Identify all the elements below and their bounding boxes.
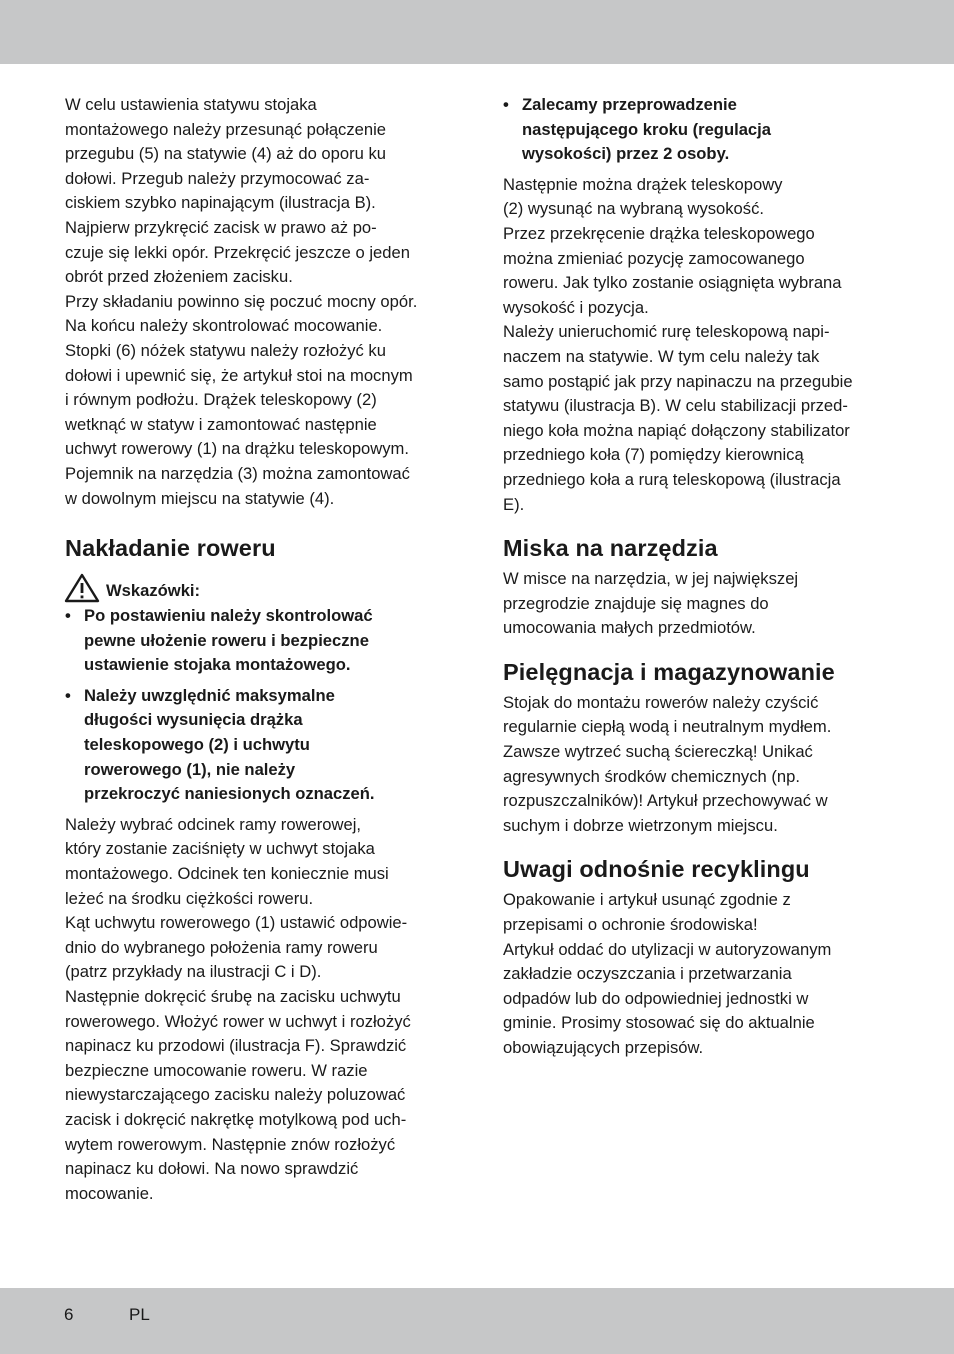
bullet-dot: • (503, 95, 509, 114)
care-paragraph: Stojak do montażu rowerów należy czyścić regularnie ciepłą wodą i neutralnym mydłem. Zawsze wytrzeć suchą ściereczką! Unikać agresywnych środków chemicznych (np. rozpuszczalników)! Artykuł przechowywać w suchym i dobrze wietrzonym miejscu. (503, 692, 832, 835)
bullet-text: Należy uwzględnić maksymalne długości wysunięcia drążka teleskopowego (2) i uchwytu rowerowego (1), nie należy przekroczyć naniesionych oznaczeń. (84, 685, 375, 804)
page-number: 6 (64, 1305, 74, 1324)
intro-paragraph: W celu ustawienia statywu stojaka montażowego należy przesunąć połączenie przegubu (5) na statywie (4) aż do oporu ku dołowi. Przegub należy przymocować za- ciskiem szybko napinającym (ilustracja B). Najpierw przykręcić zacisk w prawo aż po- czuje się lekki opór. Przekręcić jeszcze o jeden obrót przed złożeniem zacisku. Przy składaniu powinno się poczuć mocny opór. Na końcu należy skontrolować mocowanie. Stopki (6) nóżek statywu należy rozłożyć ku dołowi i upewnić się, że artykuł stoi na mocnym i równym podłożu. Drążek teleskopowy (2) wetknąć w statyw i zamontować następnie uchwyt rowerowy (1) na drążku teleskopowym. Pojemnik na narzędzia (3) można zamontować w dowolnym miejscu na statywie (4). (65, 95, 418, 508)
right-column (503, 93, 895, 1061)
recycling-paragraph: Opakowanie i artykuł usunąć zgodnie z przepisami o ochronie środowiska! Artykuł oddać do utylizacji w autoryzowanym zakładzie oczyszczania i przetwarzania odpadów lub do odpowiedniej jednostki w gminie. Prosimy stosować się do aktualnie obowiązujących przepisów. (503, 890, 832, 1057)
bullet-dot: • (65, 606, 71, 626)
list-item (65, 684, 457, 807)
bullet-dot: • (65, 685, 71, 705)
list-item (503, 93, 895, 167)
header-bar (0, 0, 954, 64)
bullet-text: Zalecamy przeprowadzenie następującego kroku (regulacja wysokości) przez 2 osoby. (522, 95, 771, 164)
heading-bike-mounting: Nakładanie roweru (65, 535, 276, 562)
warning-label: Wskazówki: (106, 580, 201, 600)
language-code: PL (129, 1305, 150, 1324)
warning-row (64, 573, 457, 603)
bullet-text: Po postawieniu należy skontrolować pewne ułożenie roweru i bezpieczne ustawienie stojaka montażowego. (84, 606, 373, 675)
heading-care-storage: Pielęgnacja i magazynowanie (503, 658, 835, 685)
height-adjust-paragraph: Następnie można drążek teleskopowy (2) wysunąć na wybraną wysokość. Przez przekręcenie drążka teleskopowego można zmieniać pozycję zamocowanego roweru. Jak tylko zostanie osiągnięta wybrana wysokość i pozycja. Należy unieruchomić rurę teleskopową napi- naczem na statywie. W tym celu należy tak samo postąpić jak przy napinaczu na przegubie statywu (ilustracja B). W celu stabilizacji przed- niego koła można napiąć dołączony stabilizator przedniego koła (7) pomiędzy kierownicą przedniego koła a rurą teleskopową (ilustracja E). (503, 174, 853, 514)
heading-tool-tray: Miska na narzędzia (503, 535, 718, 562)
warning-icon (64, 573, 100, 603)
mounting-paragraph: Należy wybrać odcinek ramy rowerowej, który zostanie zaciśnięty w uchwyt stojaka montażowego. Odcinek ten koniecznie musi leżeć na środku ciężkości roweru. Kąt uchwytu rowerowego (1) ustawić odpowie- dnio do wybranego położenia ramy roweru (patrz przykłady na ilustracji C i D). Następnie dokręcić śrubę na zacisku uchwytu rowerowego. Włożyć rower w uchwyt i rozłożyć napinacz ku przodowi (ilustracja F). Sprawdzić bezpieczne umocowanie roweru. W razie niewystarczającego zacisku należy poluzować zacisk i dokręcić nakrętkę motylkową pod uch- wytem rowerowym. Następnie znów rozłożyć napinacz ku dołowi. Na nowo sprawdzić mocowanie. (65, 814, 411, 1203)
list-item (65, 604, 457, 678)
left-column (65, 93, 457, 1206)
heading-recycling: Uwagi odnośnie recyklingu (503, 856, 810, 883)
tool-tray-paragraph: W misce na narzędzia, w jej największej przegrodzie znajduje się magnes do umocowania małych przedmiotów. (503, 569, 799, 638)
